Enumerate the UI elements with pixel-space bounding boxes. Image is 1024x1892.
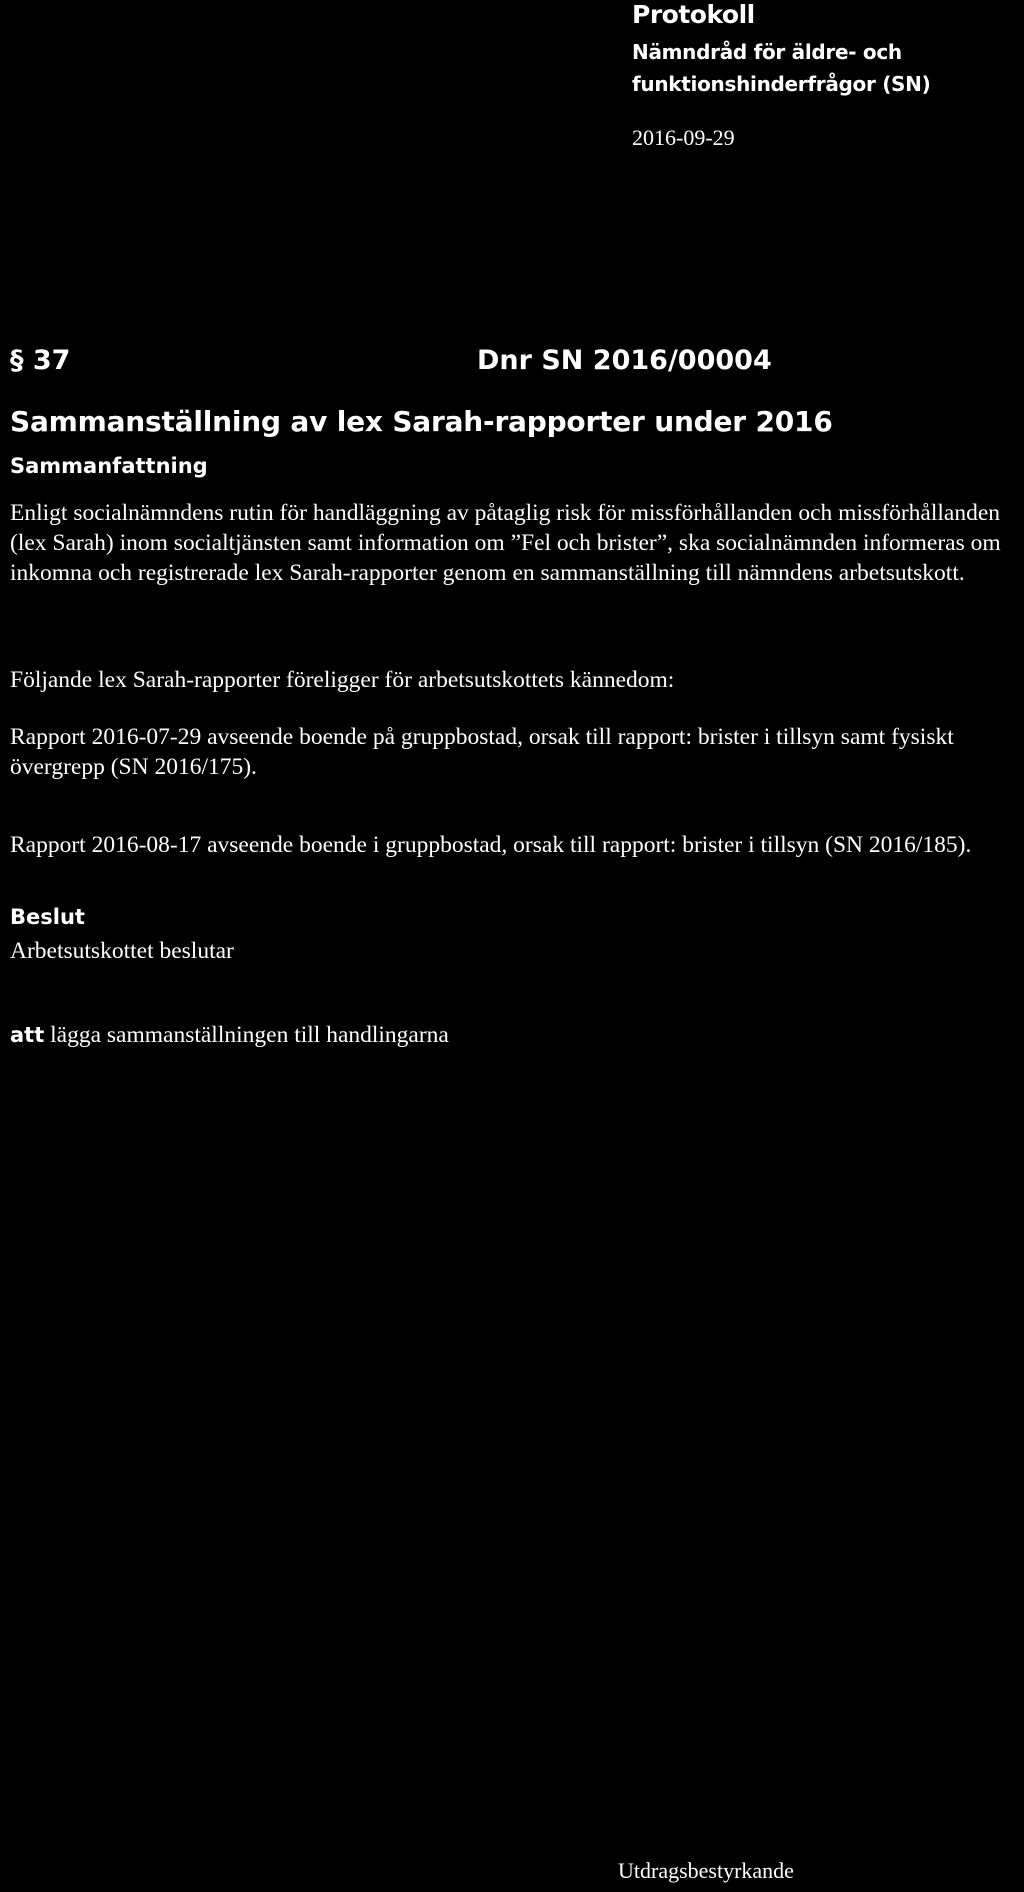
organization-name [632, 36, 930, 100]
report-item: Rapport 2016-08-17 avseende boende i gruppbostad, orsak till rapport: brister i tillsyn (SN 2016/185). [10, 832, 972, 858]
summary-paragraph: Följande lex Sarah-rapporter föreligger för arbetsutskottets kännedom: [10, 667, 675, 693]
section-heading: Sammanställning av lex Sarah-rapporter under 2016 [10, 405, 833, 438]
decision-label: Beslut [10, 905, 85, 929]
diary-number: Dnr SN 2016/00004 [477, 345, 772, 376]
decision-intro: Arbetsutskottet beslutar [10, 938, 234, 964]
decision-body: lägga sammanställningen till handlingarna [44, 1022, 449, 1048]
organization-line-2: funktionshinderfrågor (SN) [632, 72, 931, 96]
summary-label: Sammanfattning [10, 454, 208, 478]
report-item: Rapport 2016-07-29 avseende boende på gruppbostad, orsak till rapport: brister i tillsyn samt fysiskt övergrepp (SN 2016/175). [10, 724, 954, 780]
summary-paragraph: Enligt socialnämndens rutin för handläggning av påtaglig risk för missförhållanden och missförhållanden (lex Sarah) inom socialtjänsten samt information om ”Fel och brister”, ska socialnämnden informeras om inkomna och registrerade lex Sarah-rapporter genom en sammanställning till nämndens arbetsutskott. [10, 500, 1001, 586]
meeting-date: 2016-09-29 [632, 125, 735, 150]
decision-att-keyword: att [10, 1023, 45, 1047]
paragraph-number: § 37 [10, 345, 71, 376]
decision-text [10, 1020, 449, 1050]
document-type-title: Protokoll [632, 0, 755, 29]
organization-line-1: Nämndråd för äldre- och [632, 40, 902, 64]
certification-label: Utdragsbestyrkande [618, 1858, 794, 1883]
